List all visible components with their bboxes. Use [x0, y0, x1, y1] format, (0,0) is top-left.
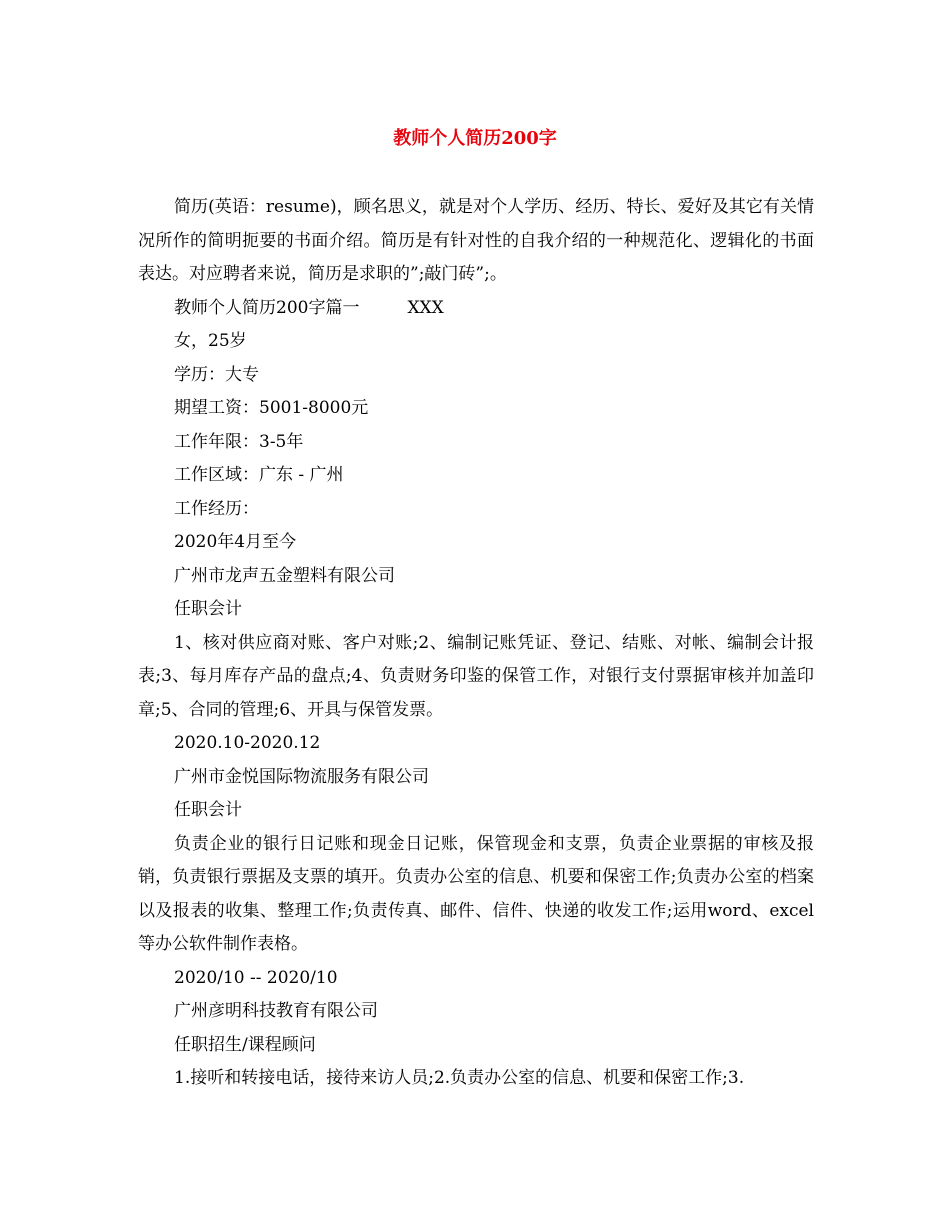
expected-salary: 期望工资：5001-8000元: [174, 398, 369, 418]
gender-age: 女，25岁: [174, 331, 247, 351]
job-duties: 负责企业的银行日记账和现金日记账，保管现金和支票，负责企业票据的审核及报销，负责银行票据及支票的填开。负责办公室的信息、机要和保密工作;负责办公室的档案以及报表的收集、整理工作;负责传真、邮件、信件、快递的收发工作;运用word、excel等办公软件制作表格。: [138, 833, 814, 954]
education: 学历：大专: [174, 364, 259, 385]
document-body: [138, 191, 814, 1096]
experience-label: 工作经历：: [174, 498, 259, 519]
job-duties: 1.接听和转接电话，接待来访人员;2.负责办公室的信息、机要和保密工作;3.: [174, 1068, 745, 1088]
job-position: 任职招生/课程顾问: [174, 1034, 316, 1055]
job-duties: 1、核对供应商对账、客户对账;2、编制记账凭证、登记、结账、对帐、编制会计报表;3、每月库存产品的盘点;4、负责财务印鉴的保管工作，对银行支付票据审核并加盖印章;5、合同的管理;6、开具与保管发票。: [138, 632, 814, 720]
job-period: 2020/10 -- 2020/10: [174, 967, 338, 988]
work-area: 工作区域：广东 - 广州: [174, 465, 344, 485]
document-title: 教师个人简历200字: [393, 128, 557, 149]
job-company: 广州彦明科技教育有限公司: [174, 1001, 378, 1021]
intro-paragraph: 简历(英语：resume)，顾名思义，就是对个人学历、经历、特长、爱好及其它有关情况所作的简明扼要的书面介绍。简历是有针对性的自我介绍的一种规范化、逻辑化的书面表达。对应聘者来说，简历是求职的”;敲门砖”;。: [138, 197, 814, 284]
job-period: 2020.10-2020.12: [174, 733, 321, 753]
job-position: 任职会计: [174, 800, 242, 820]
work-years: 工作年限：3-5年: [174, 431, 304, 452]
job-company: 广州市金悦国际物流服务有限公司: [174, 766, 429, 787]
section-heading-line: [138, 292, 814, 326]
job-position: 任职会计: [174, 599, 242, 619]
section-heading: 教师个人简历200字篇一: [174, 297, 360, 318]
job-company: 广州市龙声五金塑料有限公司: [174, 565, 395, 586]
candidate-name: XXX: [407, 297, 444, 318]
job-period: 2020年4月至今: [174, 532, 297, 552]
